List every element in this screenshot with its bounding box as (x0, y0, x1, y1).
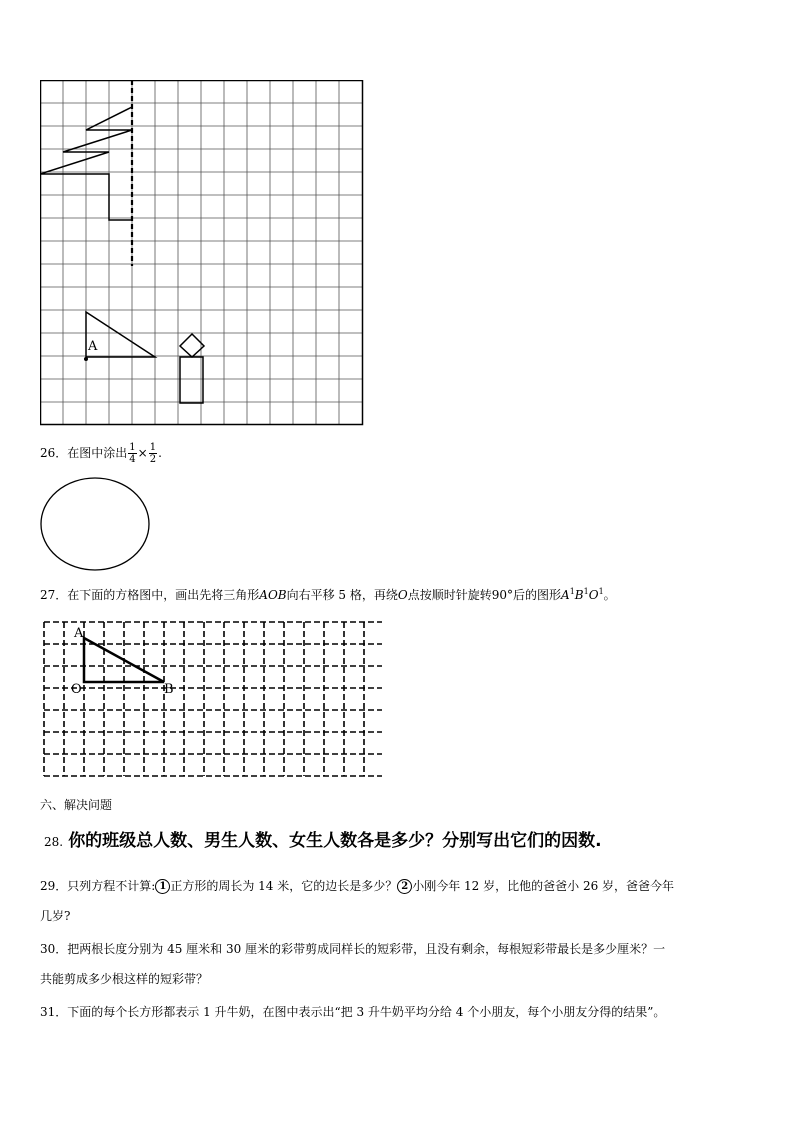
label-b: B (164, 682, 174, 697)
question-28: 28. 你的班级总人数、男生人数、女生人数各是多少？分别写出它们的因数. (44, 831, 602, 851)
question-29-line2: 几岁? (40, 909, 71, 923)
point-a (84, 357, 88, 361)
fraction-one-half: $\frac{1}{2}$ (149, 442, 157, 465)
point-a-label: A (88, 339, 98, 354)
question-27: 27．在下面的方格图中，画出先将三角形AOB向右平移 5 格，再绕O点按顺时针旋转90°后的图形$A^1B^1O^1$。 (40, 587, 616, 602)
diamond-shape (180, 334, 204, 357)
ellipse-shape (40, 477, 152, 572)
question-26: 26．在图中涂出 $\frac{1}{4}$ × $\frac{1}{2}$ . (40, 442, 162, 465)
grid-figure-2 (42, 620, 382, 780)
question-30-line2: 共能剪成多少根这样的短彩带？ (40, 972, 209, 986)
grid-figure-1 (40, 80, 365, 427)
question-29: 29．只列方程不计算: 1 正方形的周长为 14 米，它的边长是多少？ 2 小刚今年 12 岁，比他的爸爸小 26 岁，爸爸今年 (40, 879, 675, 893)
rectangle-shape (180, 357, 203, 403)
fraction-one-quarter: $\frac{1}{4}$ (129, 442, 136, 465)
section-title: 六、解决问题 (40, 798, 113, 812)
circled-number-2: 2 (397, 879, 412, 894)
circled-number-1: 1 (155, 879, 170, 894)
question-30: 30．把两根长度分别为 45 厘米和 30 厘米的彩带剪成同样长的短彩带，且没有剩余，每根短彩带最长是多少厘米？一 (40, 942, 666, 956)
question-31: 31．下面的每个长方形都表示 1 升牛奶，在图中表示出“把 3 升牛奶平均分给 4 个小朋友，每个小朋友分得的结果”。 (40, 1005, 666, 1019)
label-a: A (74, 626, 84, 641)
label-o: O (71, 682, 82, 697)
